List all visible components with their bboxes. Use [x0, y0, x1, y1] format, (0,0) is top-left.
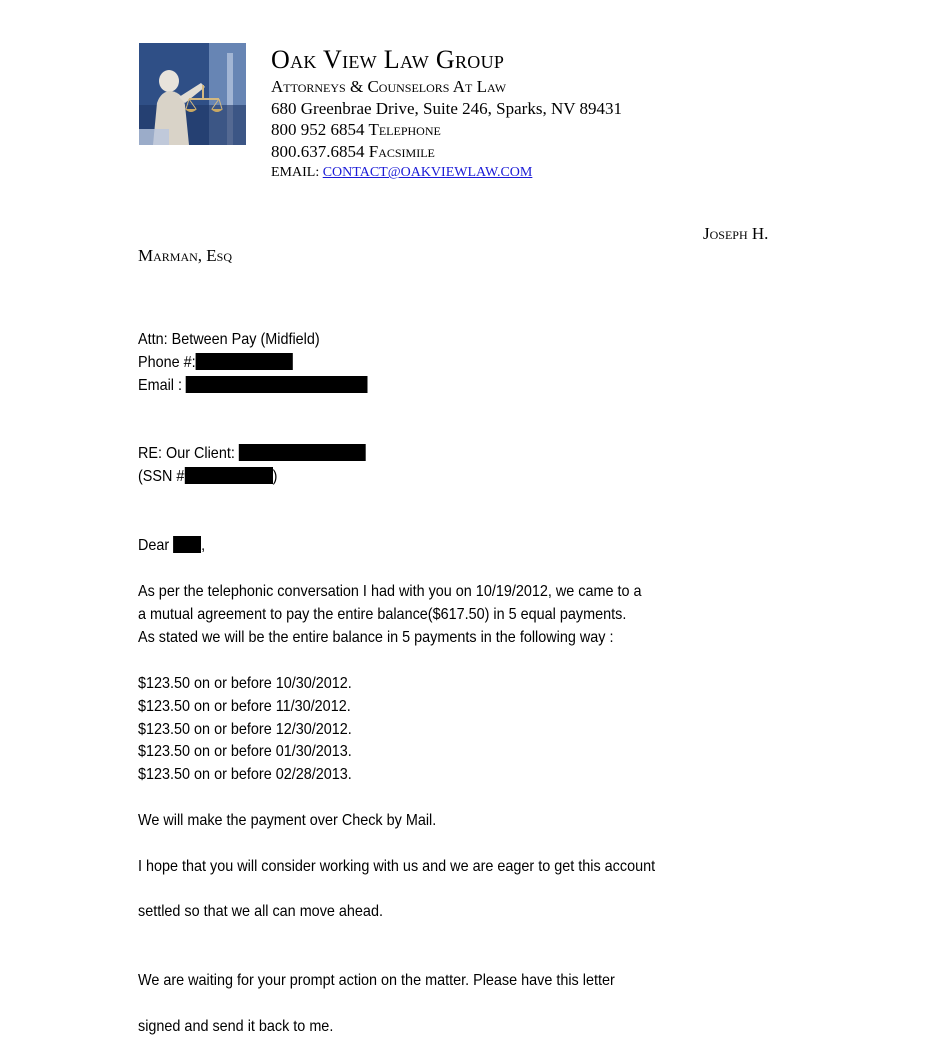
paragraph-line: a mutual agreement to pay the entire balance($617.50) in 5 equal payments. — [138, 605, 627, 623]
email-line — [138, 375, 368, 398]
salutation-open: Dear — [138, 537, 170, 554]
phone-line — [138, 352, 368, 375]
salutation-close: , — [201, 537, 206, 554]
hope-line-1: I hope that you will consider working with us and we are eager to get this account — [138, 858, 656, 875]
waiting-line-1: We are waiting for your prompt action on the matter. Please have this letter — [138, 972, 615, 989]
firm-telephone: 800 952 6854 Telephone — [271, 120, 441, 139]
recipient-email-label: Email : — [138, 376, 183, 394]
ssn-line — [138, 466, 366, 489]
redacted-email — [186, 376, 368, 393]
attorney-name-line1: Joseph H. — [703, 224, 769, 243]
firm-facsimile: 800.637.6854 Facsimile — [271, 141, 435, 161]
firm-tagline: Attorneys & Counselors At Law — [271, 77, 507, 96]
paragraph-line: As stated we will be the entire balance in 5 payments in the following way : — [138, 628, 614, 646]
payment-method: We will make the payment over Check by Mail. — [138, 812, 437, 829]
firm-logo — [139, 43, 246, 145]
firm-email-line — [271, 162, 622, 183]
client-line — [138, 443, 366, 466]
payment-item: $123.50 on or before 01/30/2013. — [138, 743, 352, 761]
payment-item: $123.50 on or before 10/30/2012. — [138, 675, 352, 692]
redacted-ssn — [184, 467, 272, 484]
firm-name: Oak View Law Group — [271, 45, 505, 74]
letterhead — [271, 44, 622, 183]
payment-item: $123.50 on or before 02/28/2013. — [138, 766, 352, 784]
redacted-phone — [196, 353, 293, 370]
phone-label: Phone #: — [138, 353, 196, 371]
email-link[interactable]: CONTACT@OAKVIEWLAW.COM — [322, 165, 533, 180]
ssn-close: ) — [272, 467, 278, 485]
re-block — [138, 443, 366, 489]
agreement-paragraph — [138, 581, 642, 649]
payment-item: $123.50 on or before 11/30/2012. — [138, 697, 351, 715]
paragraph-line: As per the telephonic conversation I had with you on 10/19/2012, we came to a — [138, 583, 642, 600]
hope-line-2: settled so that we all can move ahead. — [138, 903, 383, 920]
payment-schedule — [138, 673, 352, 787]
payment-item: $123.50 on or before 12/30/2012. — [138, 720, 352, 738]
attorney-name-line2: Marman, Esq — [138, 246, 233, 265]
firm-address: 680 Greenbrae Drive, Suite 246, Sparks, NV 89431 — [271, 98, 622, 118]
salutation — [138, 535, 205, 558]
waiting-line-2: signed and send it back to me. — [138, 1018, 334, 1035]
redacted-client-name — [239, 444, 366, 461]
client-label: RE: Our Client: — [138, 445, 235, 462]
recipient-block — [138, 329, 368, 397]
redacted-recipient-name — [173, 536, 201, 553]
email-label: EMAIL: — [271, 165, 320, 180]
attn-line: Attn: Between Pay (Midfield) — [138, 331, 320, 348]
lady-justice-icon — [139, 43, 246, 145]
ssn-open: (SSN # — [138, 467, 185, 485]
